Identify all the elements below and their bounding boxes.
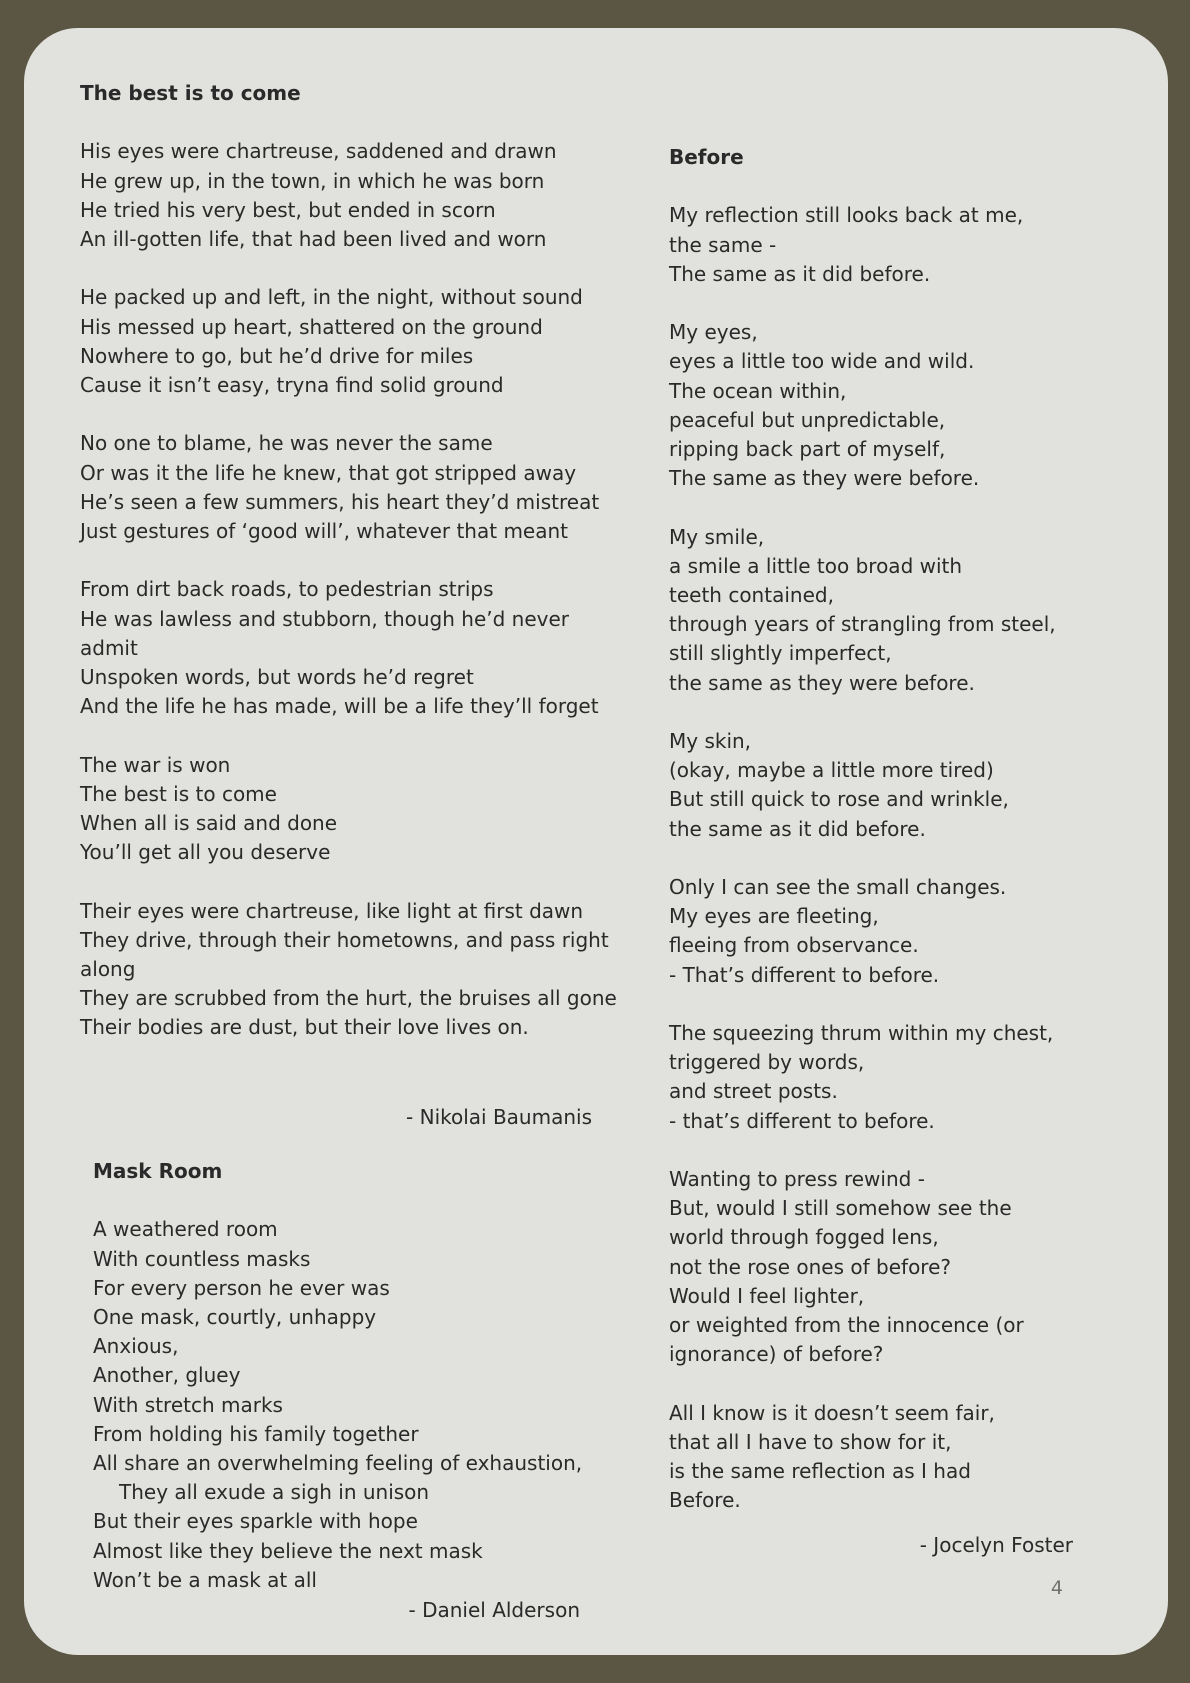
stanza <box>80 283 620 400</box>
poem-line: the same as it did before. <box>669 816 926 841</box>
poem-line: Their bodies are dust, but their love lives on. <box>80 1015 529 1040</box>
stanza <box>80 429 620 546</box>
poem-line: He’s seen a few summers, his heart they’d mistreat <box>80 489 600 514</box>
poem-line: Cause it isn’t easy, tryna find solid ground <box>80 373 504 397</box>
poem-line: that all I have to show for it, <box>669 1429 952 1454</box>
poem-line: ripping back part of myself, <box>669 437 946 461</box>
poem-line: With countless masks <box>93 1246 311 1271</box>
poem-line: through years of strangling from steel, <box>669 612 1056 637</box>
poem-line: His messed up heart, shattered on the ground <box>80 314 543 339</box>
poem-line: But their eyes sparkle with hope <box>93 1509 418 1534</box>
poem-line: The squeezing thrum within my chest, <box>669 1021 1054 1045</box>
poem-line: Only I can see the small changes. <box>669 875 1007 899</box>
poem-line: They are scrubbed from the hurt, the bruises all gone <box>80 986 617 1011</box>
poem-line: Unspoken words, but words he’d regret <box>80 665 474 689</box>
poem-line: They drive, through their hometowns, and pass right along <box>80 927 609 981</box>
stanza <box>669 318 1089 493</box>
poem-line: My reflection still looks back at me, <box>669 203 1024 228</box>
poem-line: All I know is it doesn’t seem fair, <box>669 1400 995 1425</box>
poem-line: Would I feel lighter, <box>669 1283 865 1308</box>
poem-line: eyes a little too wide and wild. <box>669 349 975 374</box>
poem-line: From holding his family together <box>93 1421 419 1446</box>
poem-line: One mask, courtly, unhappy <box>93 1305 377 1329</box>
poem-line: My eyes are fleeting, <box>669 904 879 929</box>
poem-line: not the rose ones of before? <box>669 1254 952 1279</box>
poem-line: When all is said and done <box>80 811 338 835</box>
poem-line: And the life he has made, will be a life they’ll forget <box>80 694 599 719</box>
poem-line: With stretch marks <box>93 1392 283 1417</box>
page <box>24 28 1168 1655</box>
poem-line: From dirt back roads, to pedestrian strips <box>80 577 494 602</box>
poem-line: still slightly imperfect, <box>669 641 892 666</box>
poem-line: Before. <box>669 1488 741 1513</box>
poem-line: - That’s different to before. <box>669 962 940 987</box>
poem-line: The war is won <box>80 752 231 777</box>
poem-line: But still quick to rose and wrinkle, <box>669 787 1009 812</box>
stanza <box>80 137 620 254</box>
poem-line: teeth contained, <box>669 583 834 607</box>
poem-line: ignorance) of before? <box>669 1342 884 1367</box>
poem-line: the same as they were before. <box>669 670 975 695</box>
poem-line: fleeing from observance. <box>669 933 919 958</box>
stanza <box>669 1165 1089 1369</box>
stanza <box>669 1019 1089 1136</box>
poem-line: But, would I still somehow see the <box>669 1196 1012 1221</box>
poem-line: Their eyes were chartreuse, like light at first dawn <box>80 898 584 923</box>
poem-line: He tried his very best, but ended in scorn <box>80 197 496 222</box>
poem-line: Almost like they believe the next mask <box>93 1538 483 1563</box>
poem-line: Nowhere to go, but he’d drive for miles <box>80 343 474 368</box>
poem-line: They all exude a sigh in unison <box>119 1480 430 1505</box>
stanza <box>80 751 620 868</box>
stanza <box>669 1399 1089 1516</box>
stanza <box>80 897 620 1043</box>
poem-author: - Daniel Alderson <box>408 1598 580 1622</box>
poem-line: He grew up, in the town, in which he was born <box>80 168 545 193</box>
stanza <box>669 201 1089 289</box>
stanza <box>669 727 1089 844</box>
poem-line: Anxious, <box>93 1334 179 1359</box>
poem-author: - Nikolai Baumanis <box>406 1105 592 1129</box>
poem-line: - that’s different to before. <box>669 1108 935 1133</box>
poem-line: or weighted from the innocence (or <box>669 1313 1024 1338</box>
poem-line: A weathered room <box>93 1217 278 1242</box>
poem-line: (okay, maybe a little more tired) <box>669 758 994 783</box>
poem-line: The best is to come <box>80 781 277 806</box>
poem-line: An ill-gotten life, that had been lived and worn <box>80 227 547 251</box>
poem-line: triggered by words, <box>669 1050 865 1075</box>
poem-line: No one to blame, he was never the same <box>80 431 493 456</box>
poem-line: All share an overwhelming feeling of exhaustion, <box>93 1451 583 1476</box>
poem-line: He packed up and left, in the night, without sound <box>80 285 583 310</box>
poem-title: The best is to come <box>80 81 301 105</box>
poem-line: Just gestures of ‘good will’, whatever that meant <box>80 519 568 543</box>
poem-line: world through fogged lens, <box>669 1225 939 1250</box>
poem-line: The same as it did before. <box>669 261 931 286</box>
stanza <box>669 523 1089 698</box>
poem-line: My eyes, <box>669 320 758 345</box>
poem-before <box>669 143 1089 1515</box>
poem-line: You’ll get all you deserve <box>80 840 331 865</box>
stanza <box>80 575 620 721</box>
poem-line: My skin, <box>669 729 752 753</box>
poem-mask-room <box>93 1157 613 1595</box>
poem-line: is the same reflection as I had <box>669 1459 971 1484</box>
stanza <box>669 873 1089 990</box>
poem-line: The same as they were before. <box>669 466 980 491</box>
poem-line: My smile, <box>669 524 765 549</box>
poem-best-is-to-come <box>80 79 620 1072</box>
page-number: 4 <box>1050 1577 1063 1599</box>
poem-line: He was lawless and stubborn, though he’d never admit <box>80 606 570 660</box>
poem-line: and street posts. <box>669 1079 838 1104</box>
poem-title: Before <box>669 145 744 169</box>
poem-line: Won’t be a mask at all <box>93 1567 317 1592</box>
poem-line: the same - <box>669 232 777 257</box>
poem-line: Another, gluey <box>93 1363 241 1388</box>
poem-line: a smile a little too broad with <box>669 553 963 578</box>
poem-line: peaceful but unpredictable, <box>669 407 946 432</box>
poem-line: His eyes were chartreuse, saddened and drawn <box>80 139 557 164</box>
poem-line: For every person he ever was <box>93 1275 390 1300</box>
poem-title: Mask Room <box>93 1159 223 1183</box>
poem-line: Wanting to press rewind - <box>669 1167 925 1191</box>
poem-line: The ocean within, <box>669 378 847 403</box>
poem-line: Or was it the life he knew, that got stripped away <box>80 460 577 485</box>
poem-author: - Jocelyn Foster <box>919 1533 1073 1557</box>
